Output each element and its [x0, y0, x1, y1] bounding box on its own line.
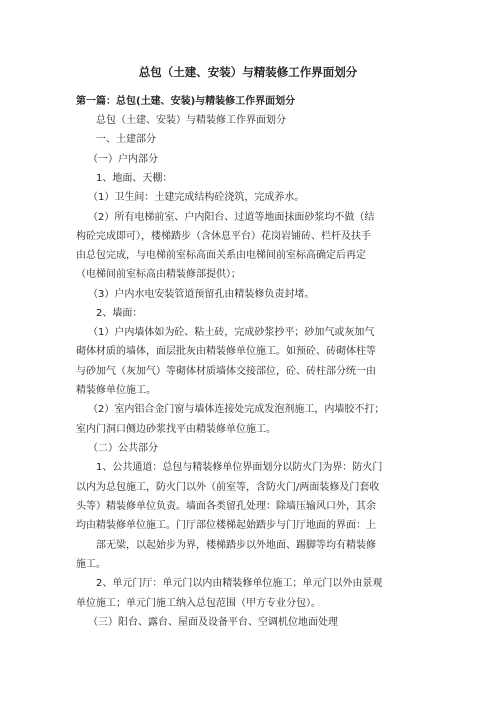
subsection-heading-indoor: （一）户内部分 — [88, 154, 158, 165]
paragraph-line: 均由精装修单位施工。门厅部位楼梯起始踏步与门厅地面的界面：上 — [76, 520, 376, 531]
paragraph-line: 精装修单位施工。 — [76, 385, 156, 396]
subsection-heading-balcony: （三）阳台、露台、屋面及设备平台、空调机位地面处理 — [88, 617, 338, 628]
paragraph-line: 室内门洞口侧边砂浆找平由精装修单位施工。 — [76, 424, 276, 435]
paragraph-line: 以内为总包施工，防火门以外（前室等，含防火门/两面装修及门套收 — [76, 482, 380, 493]
paragraph-line: 由总包完成，与电梯前室标高面关系由电梯间前室标高确定后再定 — [76, 250, 366, 261]
paragraph-line: 2、单元门厅：单元门以内由精装修单位施工；单元门以外由景观 — [96, 578, 383, 589]
paragraph-line: 1、公共通道：总包与精装修单位界面划分以防火门为界：防火门 — [96, 462, 383, 473]
paragraph-line: 砌体材质的墙体，面层批灰由精装修单位施工。如预砼、砖砌体柱等 — [76, 346, 376, 357]
paragraph-line: 与砂加气（灰加气）等砌体材质墙体交接部位，砼、砖柱部分统一由 — [76, 366, 376, 377]
paragraph-line: 施工。 — [76, 559, 106, 570]
paragraph-line: 构砼完成即可），楼梯踏步（含休息平台）花岗岩铺砖、栏杆及扶手 — [76, 231, 371, 242]
item-heading-walls: 2、墙面： — [96, 308, 143, 319]
item-heading-floor-ceiling: 1、地面、天棚： — [96, 173, 173, 184]
paragraph-line: （2）室内铝合金门窗与墙体连接处完成发泡剂施工，内墙胶不打； — [88, 404, 385, 415]
paragraph-line: 部无梁，以起始步为界，楼梯踏步以外地面、踢脚等均有精装修 — [96, 540, 376, 551]
subsection-heading-public: （二）公共部分 — [88, 443, 158, 454]
paragraph-line: （电梯间前室标高由精装修部提供）； — [76, 269, 241, 280]
paragraph-line: （1）户内墙体如为砼、粘土砖，完成砂浆抄平；砂加气或灰加气 — [88, 327, 375, 338]
paragraph-line: 单位施工；单元门施工纳入总包范围（甲方专业分包）。 — [76, 598, 321, 609]
paragraph-line: （1）卫生间：土建完成结构砼浇筑，完成养水。 — [88, 192, 305, 203]
section-subtitle: 总包（土建、安装）与精装修工作界面划分 — [96, 115, 286, 126]
section-heading-civil: 一、土建部分 — [96, 134, 156, 145]
paragraph-line: （3）户内水电安装管道预留孔由精装修负责封堵。 — [88, 289, 315, 300]
paragraph-line: 头等）精装修单位负责。墙面各类留孔处理：除墙压输风口外，其余 — [76, 501, 376, 512]
paragraph-line: （2）所有电梯前室、户内阳台、过道等地面抹面砂浆均不做（结 — [88, 212, 375, 223]
document-title: 总包（土建、安装）与精装修工作界面划分 — [138, 65, 358, 79]
chapter-heading: 第一篇：总包(土建、安装)与精装修工作界面划分 — [76, 96, 296, 107]
